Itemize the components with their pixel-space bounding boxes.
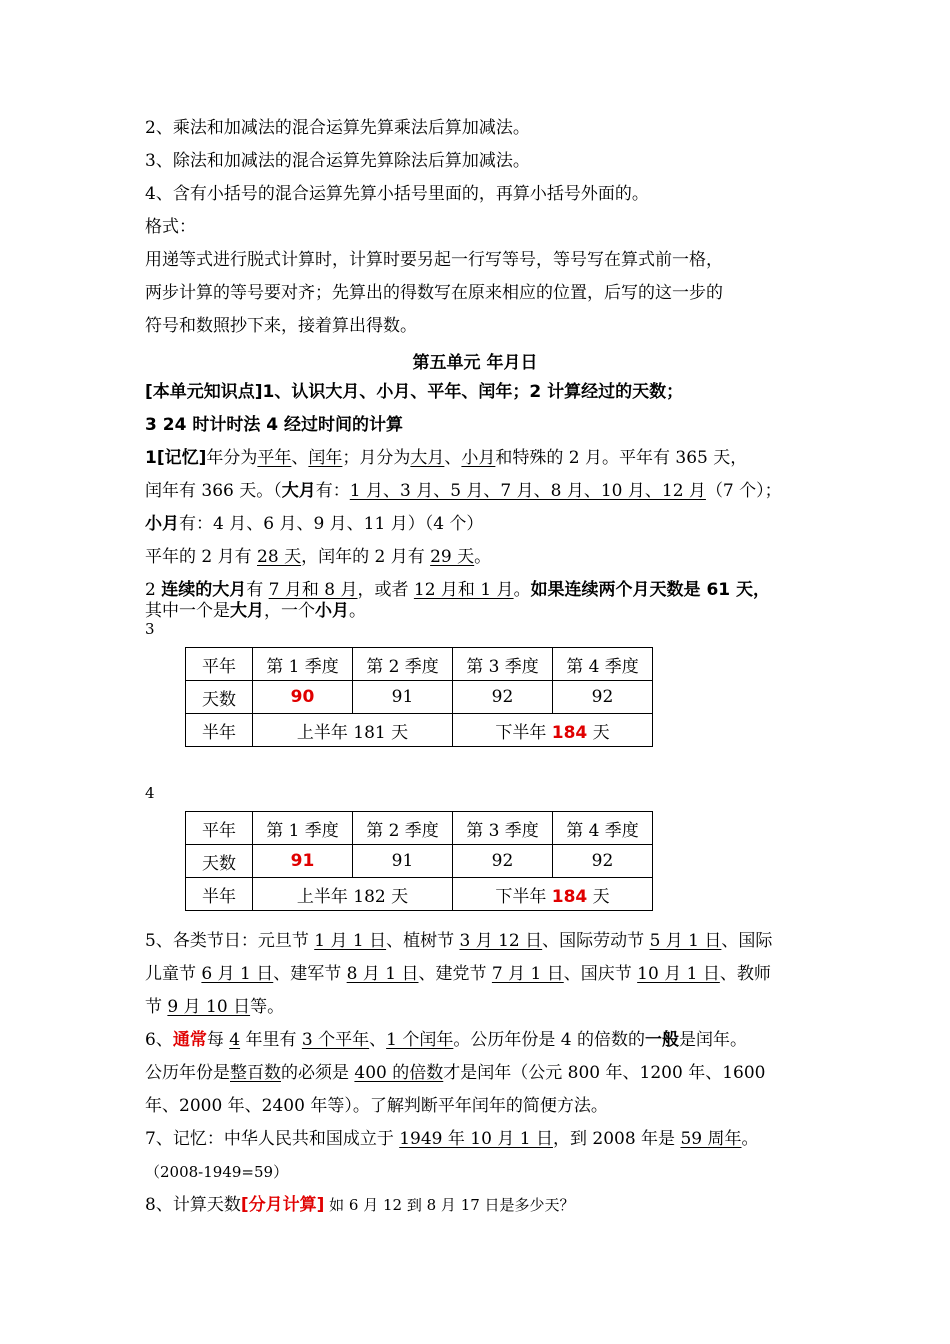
rule-4: 4、含有小括号的混合运算先算小括号里面的，再算小括号外面的。 — [145, 184, 649, 204]
table-cell: 92 — [553, 845, 653, 878]
item-7-line-1: 7、记忆：中华人民共和国成立于 1949 年 10 月 1 日，到 2008 年是 59 周年。 — [145, 1129, 759, 1149]
table-3-label: 3 — [145, 620, 155, 638]
table-row — [186, 878, 653, 911]
knowledge-points-line-2: 3 24 时计时法 4 经过时间的计算 — [145, 415, 403, 435]
table-cell: 半年 — [186, 878, 253, 911]
table-4-label: 4 — [145, 784, 155, 802]
item-1-line-2: 闰年有 366 天。（大月有：1 月、3 月、5 月、7 月、8 月、10 月、12 月（7 个）； — [145, 481, 782, 501]
item-2-line-2: 其中一个是大月，一个小月。 — [145, 601, 366, 621]
table-cell: 上半年 182 天 — [253, 878, 453, 911]
table-cell: 第 3 季度 — [453, 648, 553, 681]
item-5-line-1: 5、各类节日：元旦节 1 月 1 日、植树节 3 月 12 日、国际劳动节 5 月 1 日、国际 — [145, 931, 773, 951]
table-cell: 92 — [553, 681, 653, 714]
table-row — [186, 812, 653, 845]
table-cell: 91 — [353, 681, 453, 714]
rule-2: 2、乘法和加减法的混合运算先算乘法后算加减法。 — [145, 118, 530, 138]
table-row — [186, 714, 653, 747]
item-1-line-3: 小月有：4 月、6 月、9 月、11 月）（4 个） — [145, 514, 484, 534]
table-cell: 第 3 季度 — [453, 812, 553, 845]
item-6-line-1: 6、通常每 4 年里有 3 个平年、1 个闰年。公历年份是 4 的倍数的一般是闰年。 — [145, 1030, 747, 1050]
table-cell: 下半年 184 天 — [453, 878, 653, 911]
table-cell: 第 4 季度 — [553, 648, 653, 681]
item-2-line-1: 2 连续的大月有 7 月和 8 月，或者 12 月和 1 月。如果连续两个月天数是 61 天， — [145, 580, 771, 600]
item-1-line-1: 1[记忆]年分为平年、闰年；月分为大月、小月和特殊的 2 月。平年有 365 天， — [145, 448, 748, 468]
table-cell: 第 2 季度 — [353, 648, 453, 681]
quarter-table-3 — [185, 647, 653, 747]
rule-3: 3、除法和加减法的混合运算先算除法后算加减法。 — [145, 151, 530, 171]
table-row — [186, 648, 653, 681]
table-cell: 平年 — [186, 648, 253, 681]
item-5-line-3: 节 9 月 10 日等。 — [145, 997, 285, 1017]
table-row — [186, 681, 653, 714]
table-cell: 下半年 184 天 — [453, 714, 653, 747]
item-1-line-4: 平年的 2 月有 28 天，闰年的 2 月有 29 天。 — [145, 547, 492, 567]
format-label: 格式： — [145, 217, 196, 237]
table-cell: 平年 — [186, 812, 253, 845]
table-cell: 第 1 季度 — [253, 648, 353, 681]
format-line-2: 两步计算的等号要对齐；先算出的得数写在原来相应的位置，后写的这一步的 — [145, 283, 723, 303]
table-cell: 92 — [453, 845, 553, 878]
format-line-3: 符号和数照抄下来，接着算出得数。 — [145, 316, 417, 336]
table-row — [186, 845, 653, 878]
item-6-line-3: 年、2000 年、2400 年等）。了解判断平年闰年的简便方法。 — [145, 1096, 608, 1116]
table-cell: 第 4 季度 — [553, 812, 653, 845]
quarter-table-4 — [185, 811, 653, 911]
format-line-1: 用递等式进行脱式计算时，计算时要另起一行写等号，等号写在算式前一格， — [145, 250, 723, 270]
table-cell: 91 — [253, 845, 353, 878]
item-8-line: 8、计算天数[分月计算] 如 6 月 12 到 8 月 17 日是多少天？ — [145, 1195, 575, 1215]
knowledge-points-line-1: [本单元知识点]1、认识大月、小月、平年、闰年；2 计算经过的天数； — [145, 382, 684, 402]
table-cell: 第 2 季度 — [353, 812, 453, 845]
table-cell: 天数 — [186, 681, 253, 714]
table-cell: 第 1 季度 — [253, 812, 353, 845]
item-5-line-2: 儿童节 6 月 1 日、建军节 8 月 1 日、建党节 7 月 1 日、国庆节 10 月 1 日、教师 — [145, 964, 771, 984]
table-cell: 上半年 181 天 — [253, 714, 453, 747]
item-6-line-2: 公历年份是整百数的必须是 400 的倍数才是闰年（公元 800 年、1200 年、1600 — [145, 1063, 766, 1083]
item-7-line-2: （2008-1949=59） — [145, 1163, 289, 1181]
table-cell: 91 — [353, 845, 453, 878]
table-cell: 半年 — [186, 714, 253, 747]
table-cell: 92 — [453, 681, 553, 714]
table-cell: 天数 — [186, 845, 253, 878]
unit-title: 第五单元 年月日 — [412, 353, 538, 373]
table-cell: 90 — [253, 681, 353, 714]
